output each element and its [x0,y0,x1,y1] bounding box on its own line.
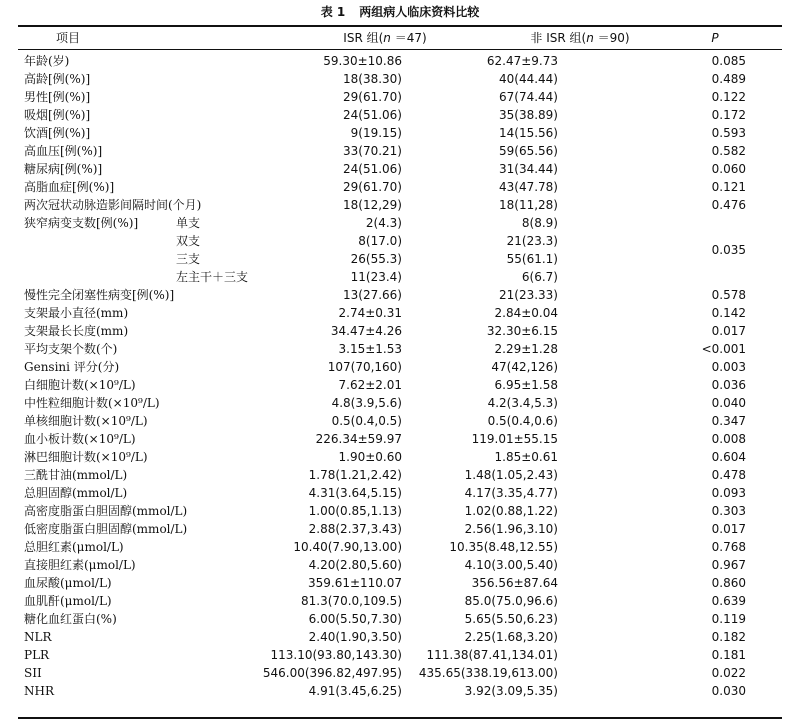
table-row [0,448,800,466]
table-row [0,646,800,664]
p-value: 0.122 [711,90,746,104]
table-row [0,232,800,257]
row-label: 狭窄病变支数[例(%)] [24,216,139,230]
header-isr-suffix: ＝47) [390,31,427,45]
non-isr-value: 21(23.3) [506,234,558,248]
p-value: 0.489 [711,72,746,86]
non-isr-value: 10.35(8.48,12.55) [449,540,558,554]
table-row [0,340,800,358]
isr-value: 1.90±0.60 [338,450,402,464]
table-row [0,160,800,178]
isr-value: 29(61.70) [343,90,402,104]
header-p-value: P [711,31,719,45]
non-isr-value: 43(47.78) [499,180,558,194]
row-label: 低密度脂蛋白胆固醇(mmol/L) [24,522,188,536]
p-value: 0.604 [711,450,746,464]
row-label: 饮酒[例(%)] [24,126,91,140]
row-label: 高脂血症[例(%)] [24,180,115,194]
non-isr-value: 32.30±6.15 [486,324,558,338]
isr-value: 26(55.3) [350,252,402,266]
isr-value: 2.74±0.31 [338,306,402,320]
isr-value: 359.61±110.07 [307,576,402,590]
non-isr-value: 2.56(1.96,3.10) [464,522,558,536]
row-label: 直接胆红素(μmol/L) [24,558,136,572]
table-row [0,268,800,286]
table-title: 两组病人临床资料比较 [359,5,480,19]
p-value: 0.578 [711,288,746,302]
table-row [0,286,800,304]
table-row [0,70,800,88]
isr-value: 113.10(93.80,143.30) [270,648,402,662]
isr-value: 0.5(0.4,0.5) [331,414,402,428]
row-label: NLR [24,630,52,644]
header-isr-prefix: ISR 组( [343,31,384,45]
isr-value: 1.00(0.85,1.13) [308,504,402,518]
row-label: 淋巴细胞计数(×10⁹/L) [24,450,148,464]
non-isr-value: 85.0(75.0,96.6) [464,594,558,608]
table-row [0,484,800,502]
table-number: 表 1 [320,5,346,19]
top-rule [18,25,782,27]
table-row [0,520,800,538]
isr-value: 34.47±4.26 [330,324,402,338]
p-value: 0.347 [711,414,746,428]
table-row [0,178,800,196]
table-row [0,106,800,124]
isr-value: 8(17.0) [358,234,402,248]
p-value: 0.172 [711,108,746,122]
p-value: 0.017 [711,324,746,338]
header-nonisr-n: n [586,31,594,45]
p-value: 0.022 [711,666,746,680]
isr-value: 29(61.70) [343,180,402,194]
header-isr-group [295,31,475,45]
isr-value: 4.91(3.45,6.25) [308,684,402,698]
row-label: 两次冠状动脉造影间隔时间(个月) [24,198,202,212]
non-isr-value: 2.84±0.04 [494,306,558,320]
row-sublabel: 双支 [176,234,201,248]
non-isr-value: 35(38.89) [499,108,558,122]
non-isr-value: 119.01±55.15 [471,432,558,446]
row-label: 血肌酐(μmol/L) [24,594,112,608]
row-label: PLR [24,648,50,662]
table-row [0,142,800,160]
isr-value: 2.40(1.90,3.50) [308,630,402,644]
isr-value: 226.34±59.97 [315,432,402,446]
header-nonisr-prefix: 非 ISR 组( [530,31,587,45]
row-label: 三酰甘油(mmol/L) [24,468,128,482]
header-non-isr-group [485,31,675,45]
table-row [0,250,800,268]
non-isr-value: 3.92(3.09,5.35) [464,684,558,698]
isr-value: 18(38.30) [343,72,402,86]
p-value: 0.142 [711,306,746,320]
isr-value: 7.62±2.01 [338,378,402,392]
table-row [0,322,800,340]
non-isr-value: 0.5(0.4,0.6) [487,414,558,428]
row-label: 总胆固醇(mmol/L) [24,486,128,500]
p-value: 0.060 [711,162,746,176]
table-row [0,430,800,448]
p-value: 0.593 [711,126,746,140]
table-row [0,124,800,142]
p-value: 0.085 [711,54,746,68]
table-row [0,52,800,70]
row-label: 高龄[例(%)] [24,72,91,86]
non-isr-value: 4.17(3.35,4.77) [464,486,558,500]
non-isr-value: 356.56±87.64 [471,576,558,590]
p-value: 0.040 [711,396,746,410]
p-value: <0.001 [701,342,746,356]
table-caption [0,3,800,20]
isr-value: 18(12,29) [343,198,402,212]
row-label: 高血压[例(%)] [24,144,103,158]
isr-value: 81.3(70.0,109.5) [301,594,402,608]
table-row [0,538,800,556]
row-label: 平均支架个数(个) [24,342,118,356]
row-label: 高密度脂蛋白胆固醇(mmol/L) [24,504,188,518]
isr-value: 13(27.66) [343,288,402,302]
p-value: 0.303 [711,504,746,518]
isr-value: 2(4.3) [365,216,402,230]
isr-value: 2.88(2.37,3.43) [308,522,402,536]
isr-value: 24(51.06) [343,162,402,176]
p-value: 0.476 [711,198,746,212]
p-value: 0.478 [711,468,746,482]
table-row [0,556,800,574]
non-isr-value: 1.48(1.05,2.43) [464,468,558,482]
non-isr-value: 21(23.33) [499,288,558,302]
table-row [0,502,800,520]
row-label: 吸烟[例(%)] [24,108,91,122]
isr-value: 546.00(396.82,497.95) [262,666,402,680]
row-label: 中性粒细胞计数(×10⁹/L) [24,396,160,410]
row-label: 总胆红素(μmol/L) [24,540,124,554]
isr-value: 9(19.15) [350,126,402,140]
row-sublabel: 三支 [176,252,201,266]
non-isr-value: 1.85±0.61 [494,450,558,464]
table-row [0,610,800,628]
table-row [0,592,800,610]
table-row [0,304,800,322]
isr-value: 59.30±10.86 [323,54,402,68]
table-row [0,574,800,592]
table-row [0,196,800,214]
p-value: 0.093 [711,486,746,500]
header-item: 项目 [56,31,81,45]
p-value: 0.003 [711,360,746,374]
row-label: 血尿酸(μmol/L) [24,576,112,590]
table-row [0,682,800,700]
p-value: 0.639 [711,594,746,608]
row-label: 支架最小直径(mm) [24,306,129,320]
table-row [0,358,800,376]
row-label: 年龄(岁) [24,54,70,68]
isr-value: 107(70,160) [327,360,402,374]
header-nonisr-suffix: ＝90) [593,31,630,45]
p-value: 0.030 [711,684,746,698]
non-isr-value: 5.65(5.50,6.23) [464,612,558,626]
non-isr-value: 6(6.7) [521,270,558,284]
table-body [0,52,800,700]
p-value: 0.119 [711,612,746,626]
row-sublabel: 左主干＋三支 [176,270,249,284]
non-isr-value: 4.2(3.4,5.3) [487,396,558,410]
isr-value: 10.40(7.90,13.00) [293,540,402,554]
non-isr-value: 31(34.44) [499,162,558,176]
p-value: 0.017 [711,522,746,536]
table-row [0,466,800,484]
non-isr-value: 1.02(0.88,1.22) [464,504,558,518]
non-isr-value: 2.25(1.68,3.20) [464,630,558,644]
non-isr-value: 67(74.44) [499,90,558,104]
row-label: NHR [24,684,54,698]
row-label: Gensini 评分(分) [24,360,120,374]
non-isr-value: 62.47±9.73 [486,54,558,68]
p-value: 0.967 [711,558,746,572]
row-label: 单核细胞计数(×10⁹/L) [24,414,148,428]
header-isr-n: n [383,31,391,45]
non-isr-value: 2.29±1.28 [494,342,558,356]
row-label: SII [24,666,42,680]
non-isr-value: 14(15.56) [499,126,558,140]
row-label: 血小板计数(×10⁹/L) [24,432,136,446]
row-label: 白细胞计数(×10⁹/L) [24,378,136,392]
row-label: 支架最长长度(mm) [24,324,129,338]
isr-value: 4.8(3.9,5.6) [331,396,402,410]
table-row [0,412,800,430]
table-row [0,214,800,232]
table-row [0,376,800,394]
isr-value: 33(70.21) [343,144,402,158]
p-value: 0.582 [711,144,746,158]
non-isr-value: 435.65(338.19,613.00) [418,666,558,680]
table-row [0,664,800,682]
non-isr-value: 18(11,28) [499,198,558,212]
non-isr-value: 40(44.44) [499,72,558,86]
p-value: 0.121 [711,180,746,194]
table-row [0,628,800,646]
non-isr-value: 4.10(3.00,5.40) [464,558,558,572]
isr-value: 4.20(2.80,5.60) [308,558,402,572]
row-label: 慢性完全闭塞性病变[例(%)] [24,288,175,302]
header-rule [18,49,782,50]
non-isr-value: 8(8.9) [521,216,558,230]
non-isr-value: 111.38(87.41,134.01) [426,648,558,662]
p-value: 0.181 [711,648,746,662]
isr-value: 1.78(1.21,2.42) [308,468,402,482]
isr-value: 6.00(5.50,7.30) [308,612,402,626]
table-row [0,394,800,412]
non-isr-value: 59(65.56) [499,144,558,158]
isr-value: 24(51.06) [343,108,402,122]
non-isr-value: 47(42,126) [491,360,558,374]
p-value: 0.182 [711,630,746,644]
isr-value: 4.31(3.64,5.15) [308,486,402,500]
non-isr-value: 6.95±1.58 [494,378,558,392]
row-label: 糖尿病[例(%)] [24,162,103,176]
table-row [0,88,800,106]
p-value: 0.036 [711,378,746,392]
p-value: 0.860 [711,576,746,590]
bottom-rule [18,717,782,719]
isr-value: 11(23.4) [350,270,402,284]
row-sublabel: 单支 [176,216,201,230]
p-value: 0.768 [711,540,746,554]
isr-value: 3.15±1.53 [338,342,402,356]
non-isr-value: 55(61.1) [506,252,558,266]
p-value: 0.035 [711,243,746,257]
row-label: 男性[例(%)] [24,90,91,104]
row-label: 糖化血红蛋白(%) [24,612,117,626]
p-value: 0.008 [711,432,746,446]
